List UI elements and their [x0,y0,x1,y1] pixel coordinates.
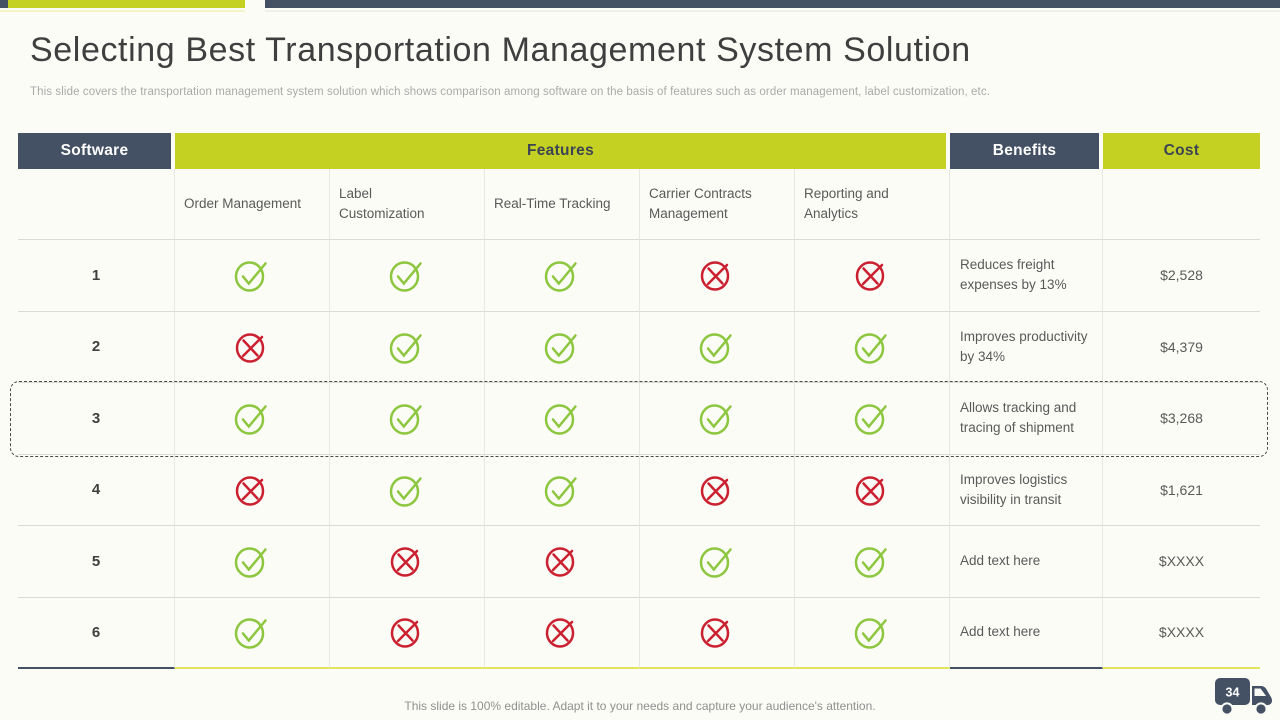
check-icon [541,326,583,368]
check-icon [851,611,893,653]
cross-icon [231,326,273,368]
feature-cell [175,312,330,384]
software-number: 2 [18,312,175,384]
check-icon [541,469,583,511]
feature-cell [640,526,795,598]
check-icon [386,326,428,368]
feature-cell [640,312,795,384]
benefit-text[interactable]: Add text here [950,598,1103,670]
cost-value: $3,268 [1103,383,1260,455]
feature-cell [640,455,795,527]
software-number: 5 [18,526,175,598]
feature-cell [330,598,485,670]
check-icon [696,540,738,582]
feature-cell [330,383,485,455]
software-number: 1 [18,240,175,312]
cross-icon [231,469,273,511]
check-icon [386,469,428,511]
subheader-label-customization: Label Customization [330,169,485,240]
benefit-text[interactable]: Add text here [950,526,1103,598]
check-icon [231,254,273,296]
cross-icon [386,611,428,653]
cross-icon [851,469,893,511]
cross-icon [696,611,738,653]
top-accent-navy-bar [265,0,1280,8]
check-icon [851,397,893,439]
truck-wheel-rear [1221,703,1232,714]
subheader-order-management: Order Management [175,169,330,240]
check-icon [696,326,738,368]
feature-cell [330,455,485,527]
feature-cell [795,526,950,598]
subheader-carrier-contracts: Carrier Contracts Management [640,169,795,240]
subheader-cost-empty [1103,169,1260,240]
header-cost: Cost [1103,133,1260,169]
truck-page-badge [1214,674,1274,716]
check-icon [696,397,738,439]
cross-icon [851,254,893,296]
feature-cell [640,383,795,455]
check-icon [851,540,893,582]
feature-cell [485,240,640,312]
feature-cell [640,598,795,670]
feature-cell [175,598,330,670]
truck-wheel-front [1255,703,1266,714]
cross-icon [541,611,583,653]
subheader-software-empty [18,169,175,240]
feature-cell [795,312,950,384]
feature-cell [175,526,330,598]
benefit-text: Improves productivity by 34% [950,312,1103,384]
check-icon [541,397,583,439]
subheader-reporting-analytics: Reporting and Analytics [795,169,950,240]
slide-subtitle: This slide covers the transportation management system solution which shows comparison among software on the basis of features such as order management, label customization, etc. [30,86,990,98]
cost-value[interactable]: $XXXX [1103,526,1260,598]
check-icon [386,254,428,296]
feature-cell [175,240,330,312]
feature-cell [485,312,640,384]
check-icon [541,254,583,296]
check-icon [386,397,428,439]
check-icon [231,540,273,582]
cross-icon [696,254,738,296]
feature-cell [485,598,640,670]
cost-value: $1,621 [1103,455,1260,527]
cross-icon [541,540,583,582]
subheader-benefits-empty [950,169,1103,240]
software-number: 6 [18,598,175,670]
comparison-table [18,133,1260,669]
header-software: Software [18,133,171,169]
cost-value: $4,379 [1103,312,1260,384]
software-number: 3 [18,383,175,455]
check-icon [231,611,273,653]
feature-cell [175,455,330,527]
feature-cell [485,383,640,455]
top-accent-navy-sliver [0,0,8,8]
page-number: 34 [1225,685,1240,700]
cost-value: $2,528 [1103,240,1260,312]
benefit-text: Reduces freight expenses by 13% [950,240,1103,312]
software-number: 4 [18,455,175,527]
header-benefits: Benefits [950,133,1099,169]
check-icon [851,326,893,368]
feature-cell [485,455,640,527]
footer-note: This slide is 100% editable. Adapt it to your needs and capture your audience's attention. [404,699,876,713]
top-accent-yellow-bar [8,0,245,8]
cross-icon [696,469,738,511]
subheader-real-time-tracking: Real-Time Tracking [485,169,640,240]
feature-cell [795,383,950,455]
comparison-table-grid [18,133,1260,669]
feature-cell [330,312,485,384]
header-features: Features [175,133,946,169]
top-accent-underline-yellow [0,10,245,12]
feature-cell [485,526,640,598]
benefit-text: Improves logistics visibility in transit [950,455,1103,527]
top-accent-underline-gray [265,10,1280,12]
slide-title: Selecting Best Transportation Management System Solution [30,31,971,69]
cost-value[interactable]: $XXXX [1103,598,1260,670]
feature-cell [175,383,330,455]
feature-cell [795,240,950,312]
feature-cell [640,240,795,312]
feature-cell [330,526,485,598]
cross-icon [386,540,428,582]
feature-cell [795,598,950,670]
benefit-text: Allows tracking and tracing of shipment [950,383,1103,455]
feature-cell [795,455,950,527]
check-icon [231,397,273,439]
feature-cell [330,240,485,312]
